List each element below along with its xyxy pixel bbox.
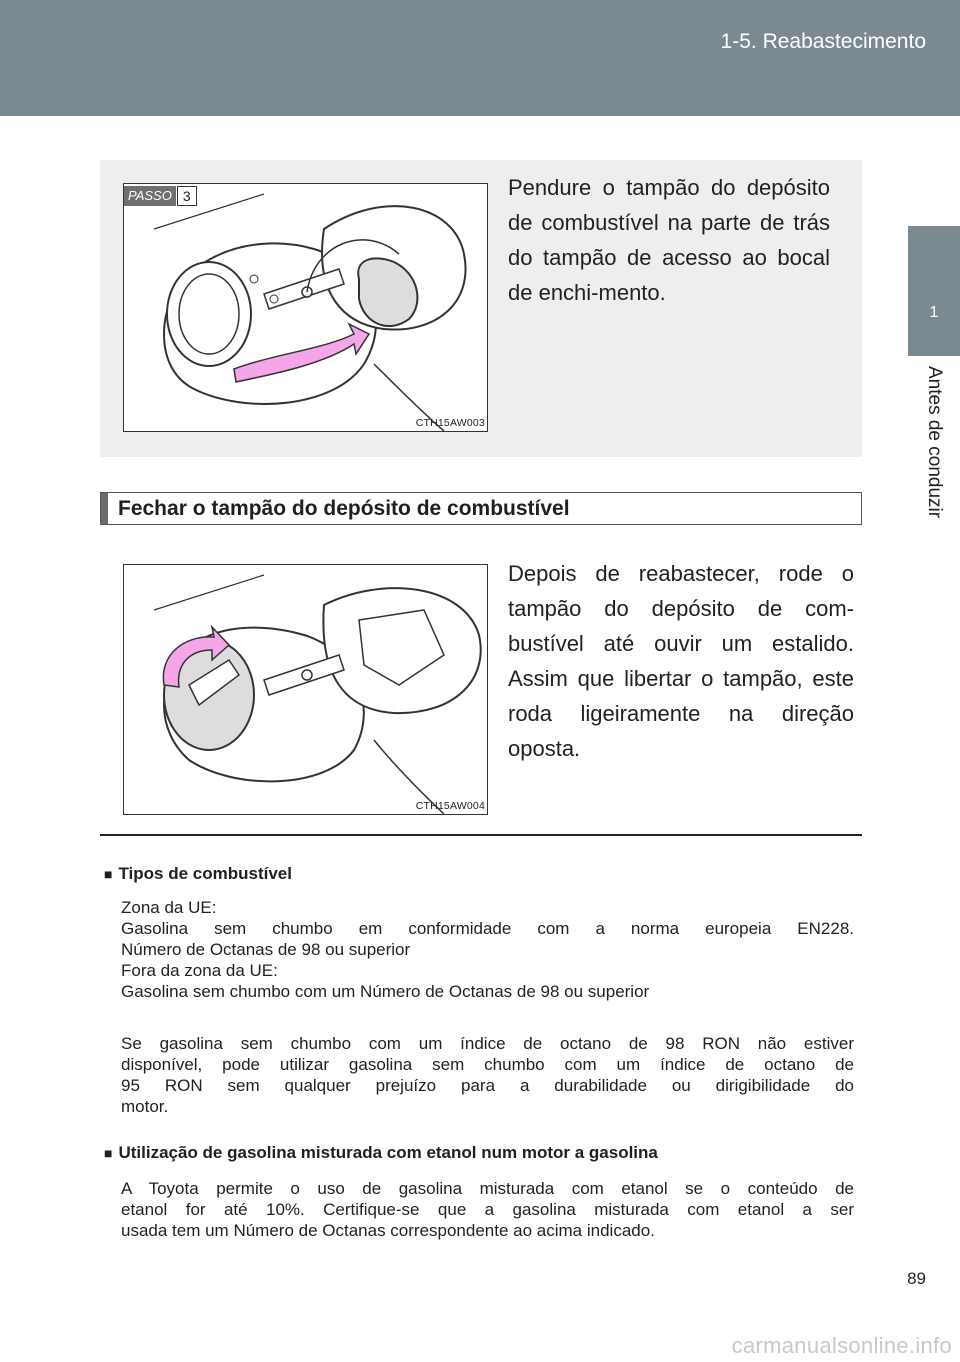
- ethanol-note: [121, 1178, 854, 1241]
- note-heading-fuel-types: ■ Tipos de combustível: [104, 864, 292, 884]
- chapter-label: Antes de conduzir: [924, 366, 945, 519]
- chapter-number: 1: [929, 304, 939, 321]
- text-line: Fora da zona da UE:: [121, 961, 278, 980]
- fuel-types-zones: [121, 897, 854, 1002]
- section-heading-text: Fechar o tampão do depósito de combustível: [118, 497, 570, 520]
- watermark: carmanualsonline.info: [731, 1333, 952, 1358]
- fuel-cap-close-illustration: [123, 564, 488, 815]
- divider: [100, 834, 862, 836]
- step-badge-label: PASSO: [124, 186, 176, 206]
- text-line: motor.: [121, 1097, 169, 1116]
- close-instruction: Depois de reabastecer, rode o tampão do depósito de com-bustível até ouvir um estalido. Assim que libertar o tampão, este roda ligeiramente na direção oposta.: [508, 561, 854, 761]
- text-line: Gasolina sem chumbo em conformidade com a norma europeia EN228.: [121, 919, 854, 938]
- text-line: Número de Octanas de 98 ou superior: [121, 940, 411, 959]
- text-line: etanol for até 10%. Certifique-se que a gasolina misturada com etanol a ser: [121, 1200, 854, 1219]
- text-line: usada tem um Número de Octanas correspondente ao acima indicado.: [121, 1221, 655, 1240]
- step-badge: [124, 186, 197, 206]
- section-title: 1-5. Reabastecimento: [720, 30, 926, 53]
- text-line: Se gasolina sem chumbo com um índice de octano de 98 RON não estiver: [121, 1034, 854, 1053]
- step-instruction: Pendure o tampão do depósito de combustível na parte de trás do tampão de acesso ao bocal de enchi-mento.: [508, 175, 830, 305]
- figure-code: CTH15AW004: [415, 800, 485, 812]
- fuel-types-ron-note: [121, 1033, 854, 1117]
- page-number: 89: [907, 1269, 926, 1288]
- fuel-cap-hang-drawing: [124, 184, 487, 431]
- header-bar: [0, 0, 960, 116]
- figure-code: CTH15AW003: [415, 417, 485, 429]
- chapter-tab: [908, 226, 960, 356]
- fuel-cap-close-drawing: [124, 565, 487, 814]
- text-line: disponível, pode utilizar gasolina sem chumbo com um índice de octano de: [121, 1055, 854, 1074]
- section-heading: [100, 492, 862, 525]
- step-badge-number: 3: [177, 186, 197, 206]
- text-line: A Toyota permite o uso de gasolina misturada com etanol se o conteúdo de: [121, 1179, 854, 1198]
- text-line: 95 RON sem qualquer prejuízo para a durabilidade ou dirigibilidade do: [121, 1076, 854, 1095]
- text-line: Zona da UE:: [121, 898, 217, 917]
- fuel-cap-hang-illustration: [123, 183, 488, 432]
- note-heading-ethanol: ■ Utilização de gasolina misturada com etanol num motor a gasolina: [104, 1143, 658, 1163]
- text-line: Gasolina sem chumbo com um Número de Octanas de 98 ou superior: [121, 982, 650, 1001]
